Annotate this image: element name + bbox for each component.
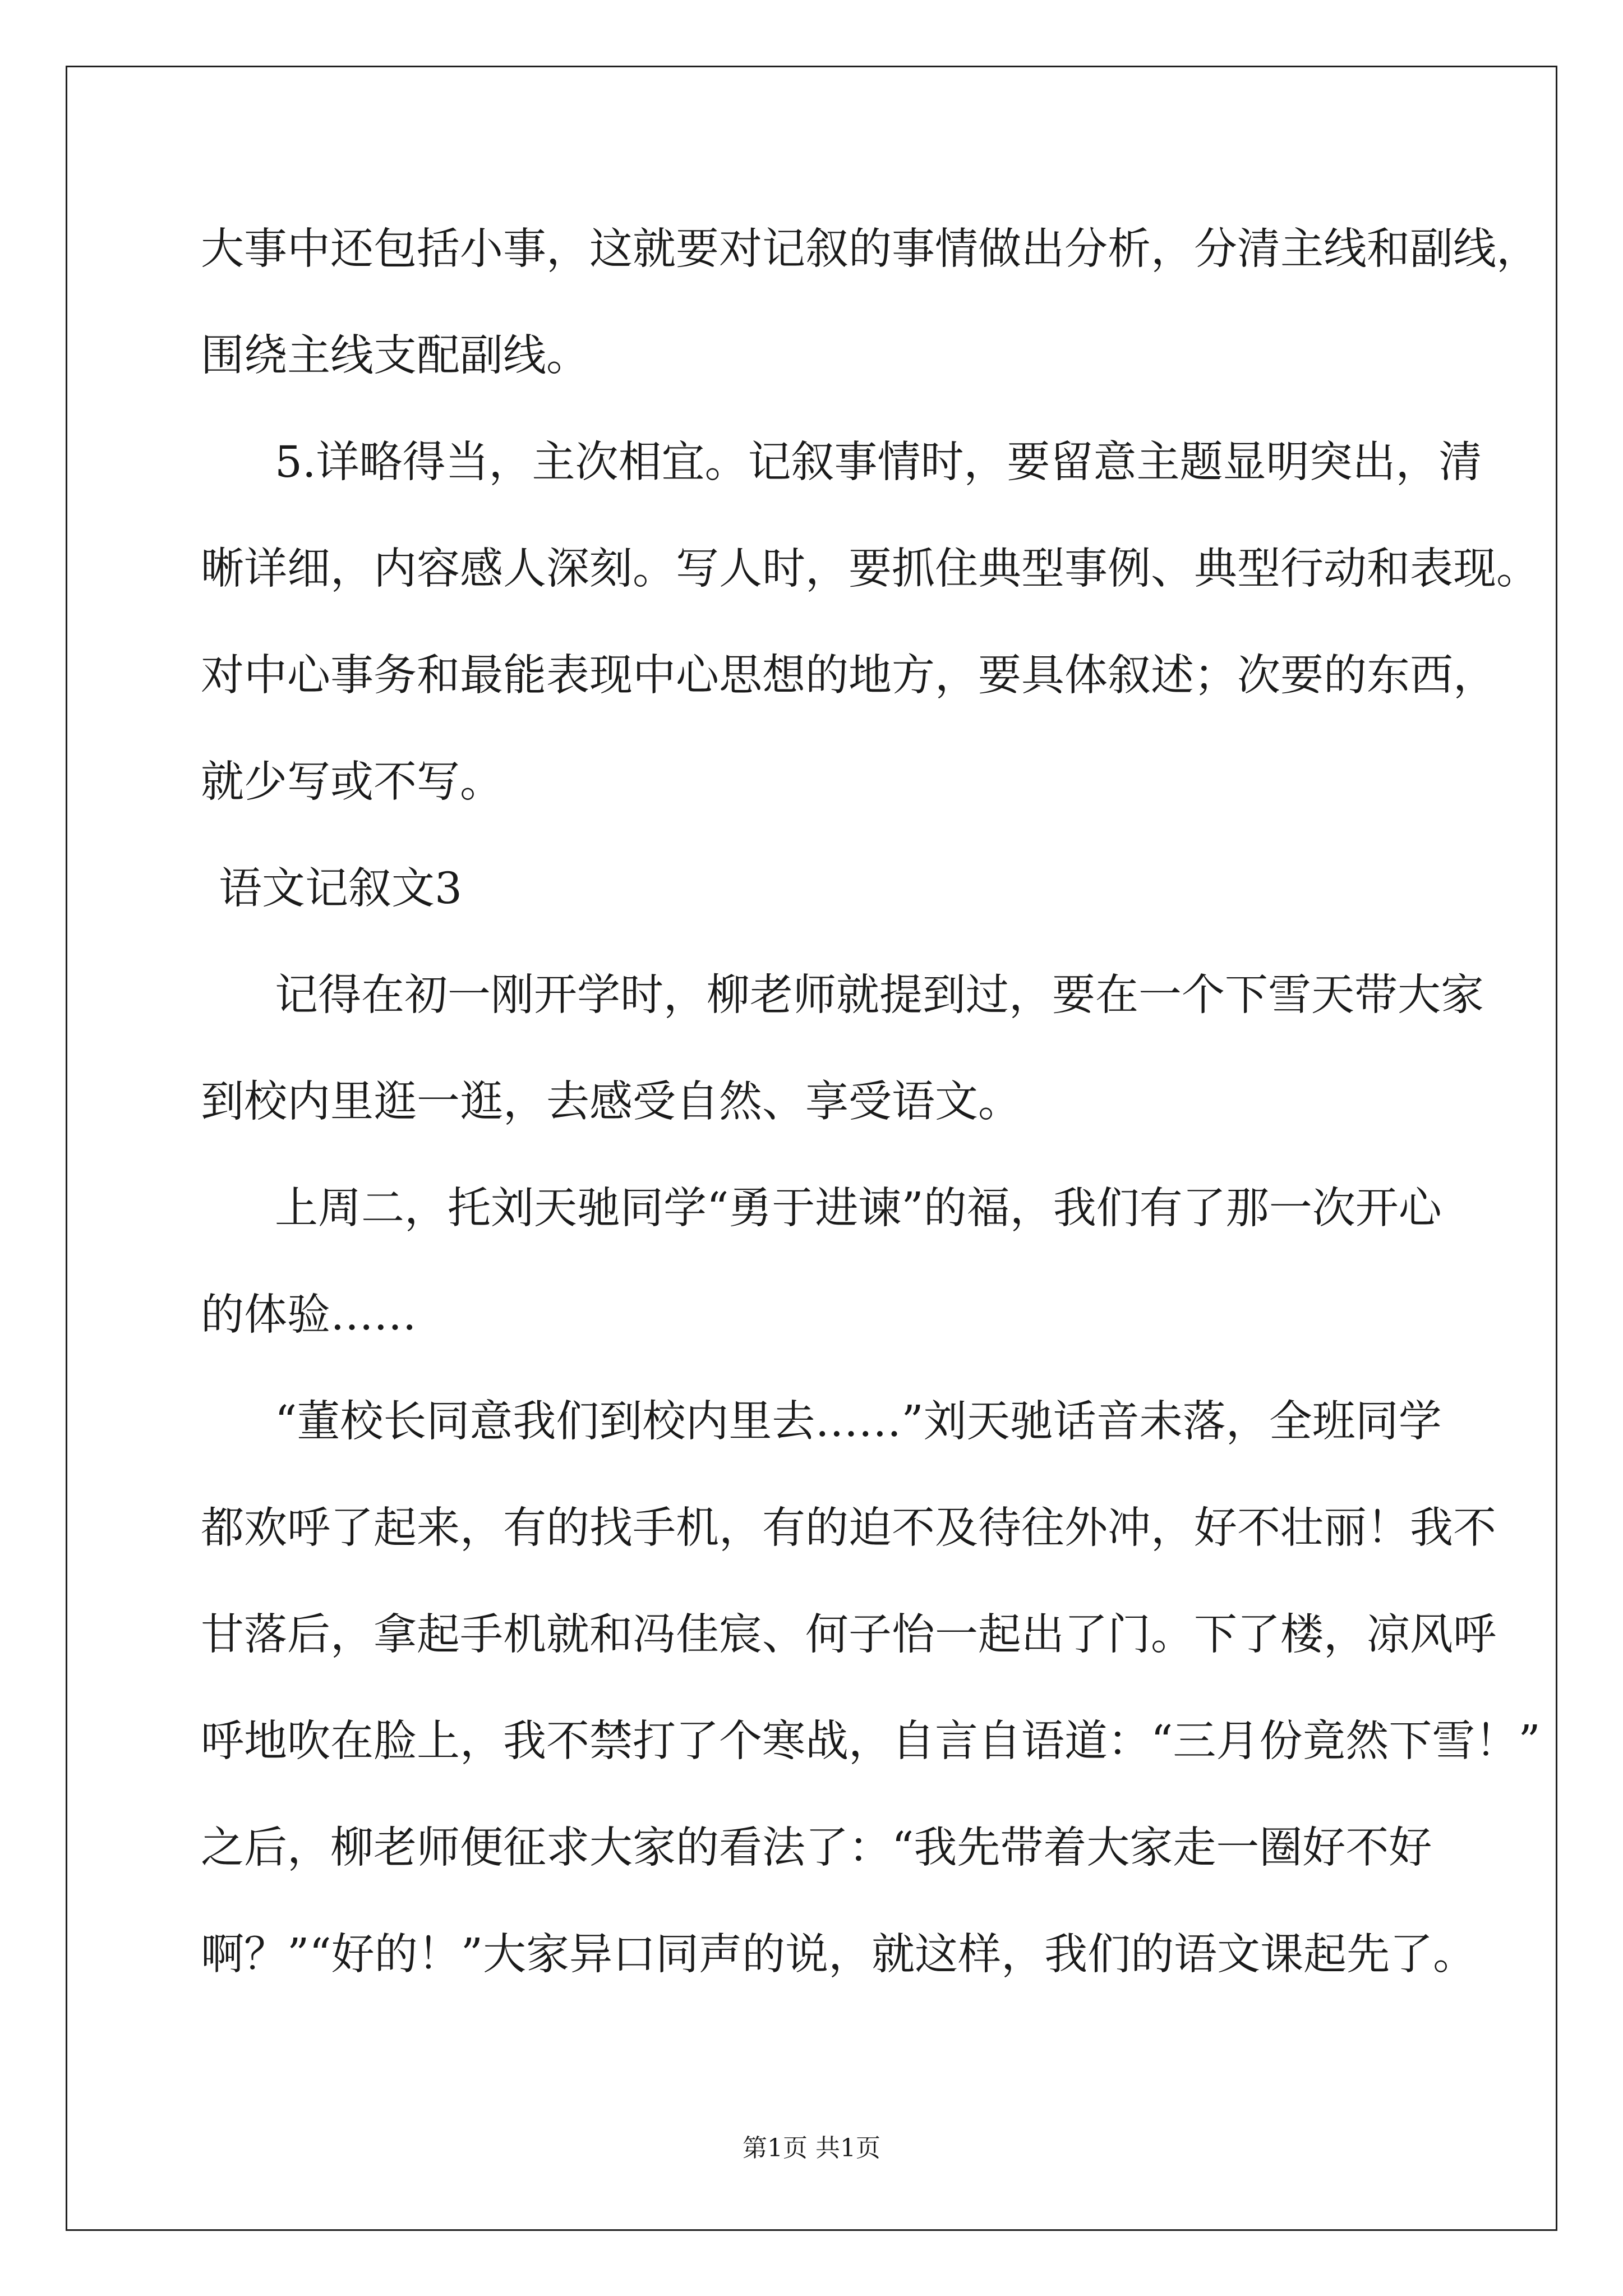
- text-line: 啊？”“好的！”大家异口同声的说，就这样，我们的语文课起先了。: [201, 1930, 1477, 1980]
- text-line: 上周二，托刘天驰同学“勇于进谏”的福，我们有了那一次开心: [275, 1184, 1442, 1234]
- text-line: 到校内里逛一逛，去感受自然、享受语文。: [201, 1077, 1021, 1127]
- page-border: [66, 66, 1557, 2231]
- text-line: 围绕主线支配副线。: [201, 331, 589, 381]
- text-line: 记得在初一刚开学时，柳老师就提到过，要在一个下雪天带大家: [275, 970, 1484, 1020]
- text-line: 就少写或不写。: [201, 757, 503, 807]
- text-line: 之后，柳老师便征求大家的看法了：“我先带着大家走一圈好不好: [201, 1823, 1432, 1873]
- text-line: “董校长同意我们到校内里去……”刘天驰话音未落，全班同学: [275, 1397, 1442, 1447]
- section-heading: 语文记叙文3: [219, 864, 462, 914]
- text-line: 都欢呼了起来，有的找手机，有的迫不及待往外冲，好不壮丽！我不: [201, 1503, 1496, 1553]
- page-number-footer: 第1页 共1页: [743, 2134, 880, 2162]
- text-line: 对中心事务和最能表现中心思想的地方，要具体叙述；次要的东西，: [201, 651, 1496, 701]
- text-line: 甘落后，拿起手机就和冯佳宸、何子怡一起出了门。下了楼，凉风呼: [201, 1610, 1496, 1660]
- text-line: 晰详细，内容感人深刻。写人时，要抓住典型事例、典型行动和表现。: [201, 544, 1539, 594]
- text-line: 呼地吹在脸上，我不禁打了个寒战，自言自语道：“三月份竟然下雪！”: [201, 1717, 1541, 1766]
- text-line: 大事中还包括小事，这就要对记叙的事情做出分析，分清主线和副线，: [201, 224, 1539, 274]
- text-line: 的体验……: [201, 1290, 417, 1340]
- text-line: 5.详略得当，主次相宜。记叙事情时，要留意主题显明突出，清: [275, 438, 1482, 487]
